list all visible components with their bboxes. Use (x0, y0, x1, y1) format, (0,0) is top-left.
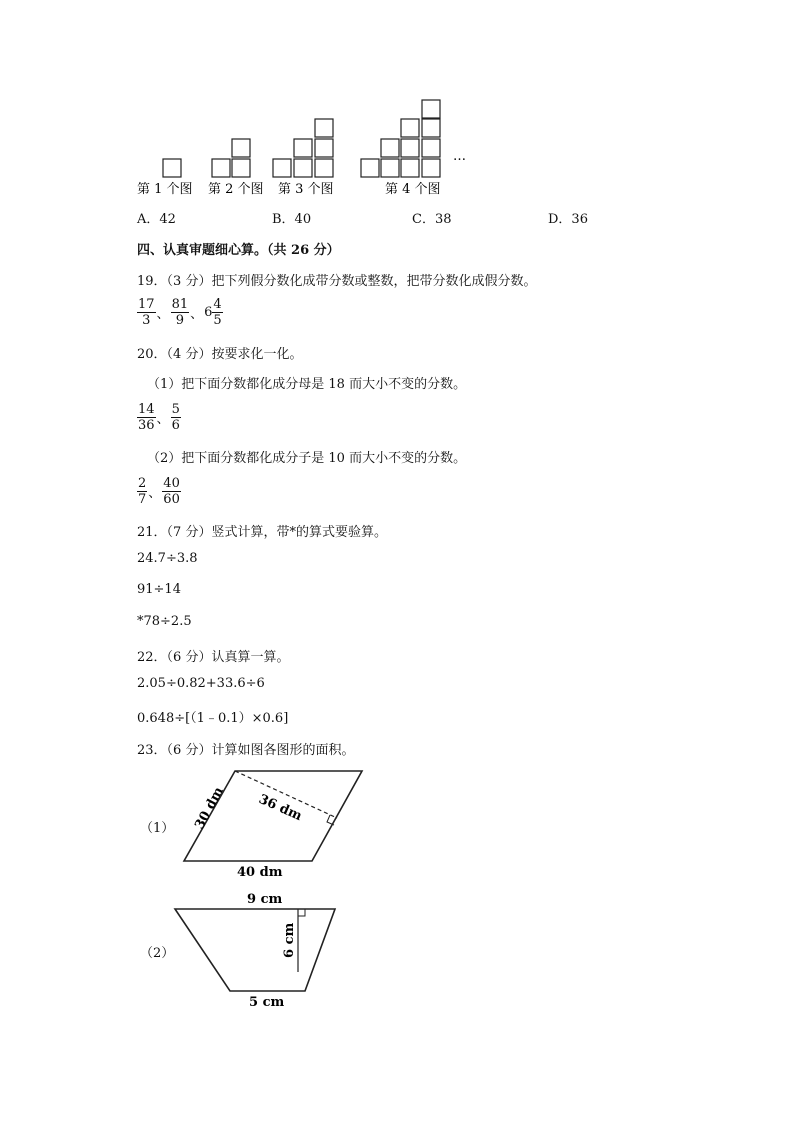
q22-text: 22．（6 分）认真算一算。 (137, 650, 290, 665)
figure-label-3: 第 3 个图 (278, 182, 334, 197)
height-label: 6 cm (282, 922, 297, 958)
block (401, 159, 419, 177)
block (315, 119, 333, 137)
block (315, 159, 333, 177)
figure-label-2: 第 2 个图 (208, 182, 264, 197)
block (401, 119, 419, 137)
choice-c: C．38 (412, 212, 452, 227)
block (273, 159, 291, 177)
q19-text: 19．（3 分）把下列假分数化成带分数或整数，把带分数化成假分数。 (137, 274, 537, 289)
block (401, 139, 419, 157)
right-angle-mark (298, 909, 305, 916)
q19-fractions: $\frac{17}{3}$ 、 $\frac{81}{9}$ 、 6 $\frac{4}{5}$ (138, 297, 222, 328)
q21-text: 21．（7 分）竖式计算，带*的算式要验算。 (137, 525, 387, 540)
q21-item-1: 24.7÷3.8 (137, 551, 198, 566)
section-heading: 四、认真审题细心算。（共 26 分） (137, 243, 340, 258)
fraction: $\frac{2}{7}$ (138, 476, 147, 507)
parallelogram-figure (172, 768, 367, 880)
block (422, 139, 440, 157)
block (361, 159, 379, 177)
ellipsis: … (453, 149, 466, 164)
q21-item-3: *78÷2.5 (137, 614, 192, 629)
block (163, 159, 181, 177)
trapezoid-figure (172, 886, 342, 1008)
block (422, 159, 440, 177)
fraction: $\frac{14}{36}$ (138, 402, 155, 433)
q20-text: 20．（4 分）按要求化一化。 (137, 347, 303, 362)
choice-b: B．40 (272, 212, 312, 227)
figure-label-1: 第 1 个图 (137, 182, 193, 197)
figure-2-tag: （2） (140, 946, 175, 961)
block (422, 119, 440, 137)
q20-part2-fractions: $\frac{2}{7}$ 、 $\frac{40}{60}$ (138, 476, 180, 507)
block (212, 159, 230, 177)
mixed-number-whole: 6 (204, 305, 213, 320)
fraction: $\frac{17}{3}$ (138, 297, 155, 328)
fraction: $\frac{40}{60}$ (163, 476, 180, 507)
q22-item-2: 0.648÷[（1﹣0.1）×0.6] (137, 711, 289, 726)
side-label: 30 dm (192, 784, 227, 832)
choice-d: D．36 (548, 212, 588, 227)
block-pattern-figure (135, 98, 475, 202)
block (294, 139, 312, 157)
height-label: 36 dm (256, 791, 305, 825)
figure-1-tag: （1） (140, 821, 175, 836)
fraction: $\frac{5}{6}$ (171, 402, 180, 433)
choice-a: A．42 (137, 212, 176, 227)
block (294, 159, 312, 177)
top-label: 9 cm (247, 892, 283, 907)
fraction: $\frac{81}{9}$ (171, 297, 189, 328)
q22-item-1: 2.05÷0.82+33.6÷6 (137, 676, 265, 691)
bottom-label: 5 cm (249, 995, 285, 1008)
q23-text: 23．（6 分）计算如图各图形的面积。 (137, 743, 355, 758)
block (381, 159, 399, 177)
q21-item-2: 91÷14 (137, 582, 181, 597)
fraction: $\frac{4}{5}$ (213, 297, 222, 328)
figure-label-4: 第 4 个图 (385, 182, 441, 197)
trapezoid (175, 909, 335, 991)
base-label: 40 dm (237, 865, 283, 880)
block (315, 139, 333, 157)
block (232, 139, 250, 157)
q20-part1: （1）把下面分数都化成分母是 18 而大小不变的分数。 (147, 377, 467, 392)
q20-part2: （2）把下面分数都化成分子是 10 而大小不变的分数。 (147, 451, 467, 466)
block (232, 159, 250, 177)
q20-part1-fractions: $\frac{14}{36}$ 、 $\frac{5}{6}$ (138, 402, 180, 433)
block (422, 100, 440, 118)
block (381, 139, 399, 157)
